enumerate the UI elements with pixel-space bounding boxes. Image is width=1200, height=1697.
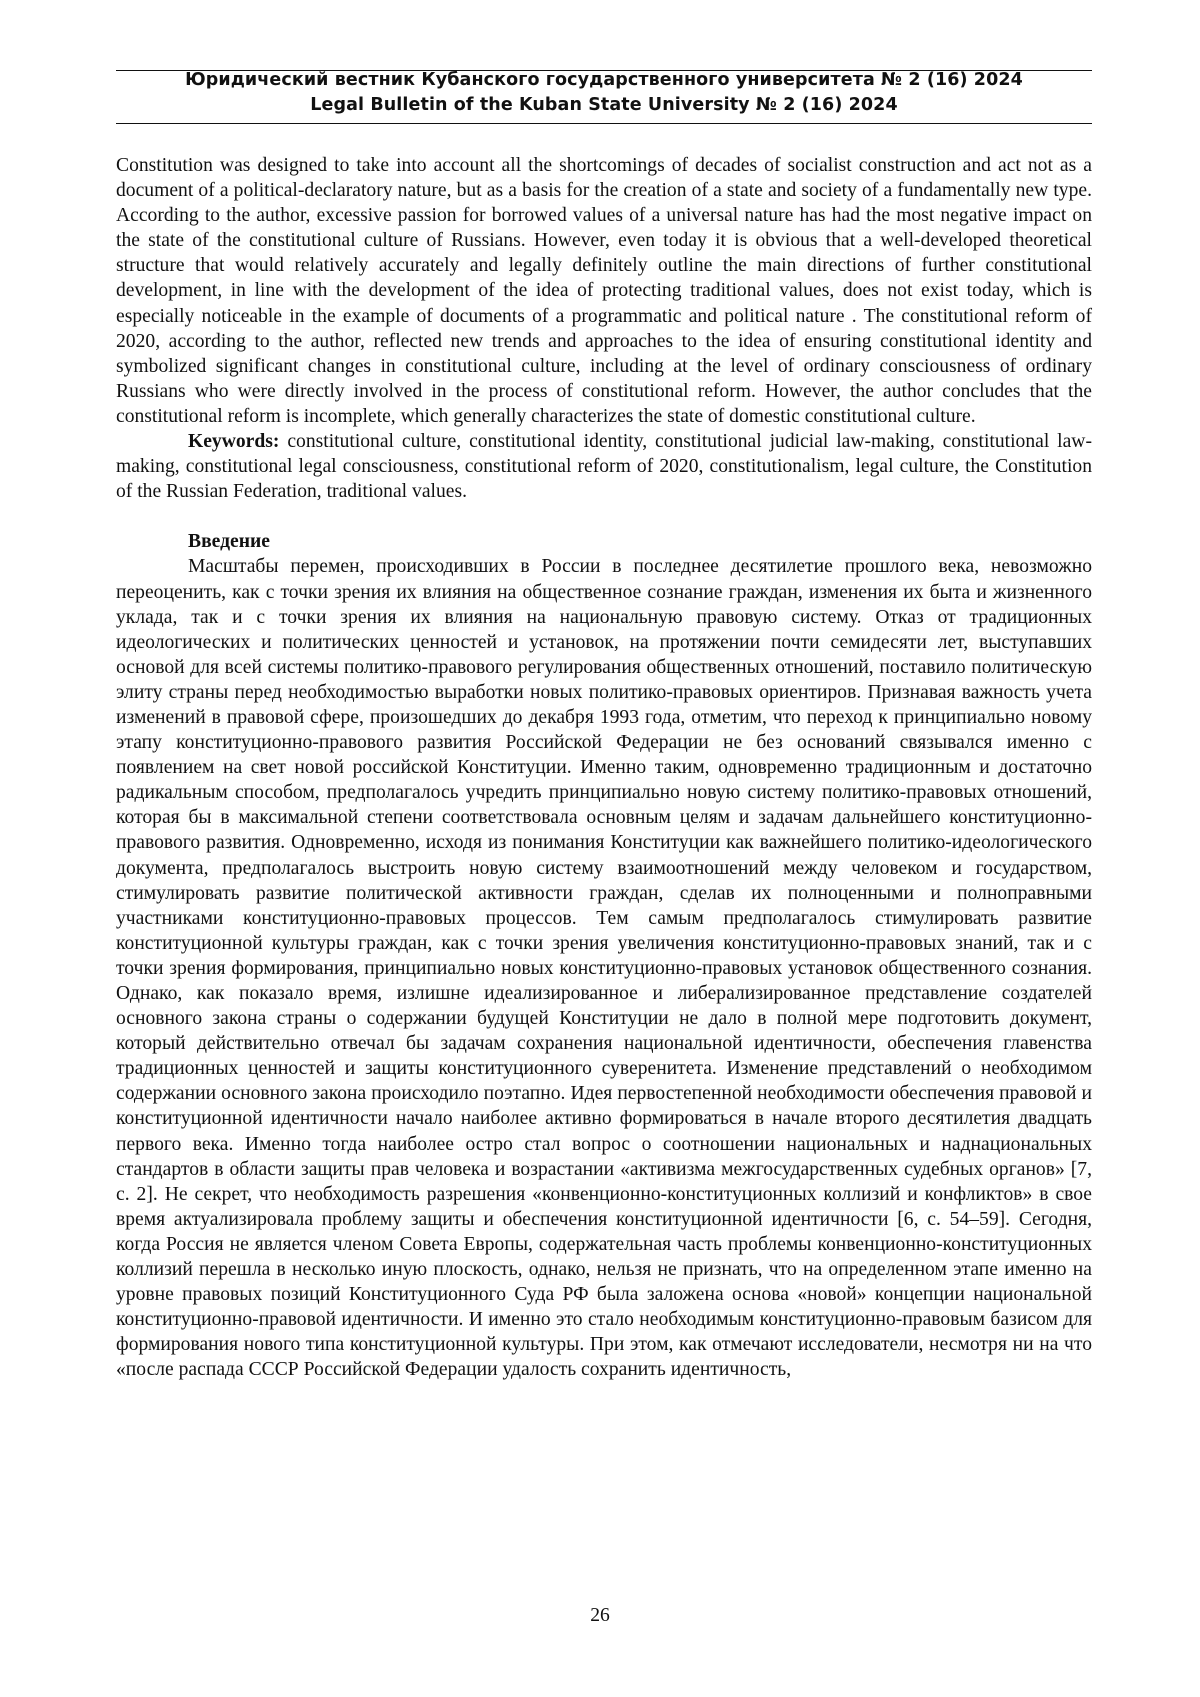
keywords-label: Keywords:	[188, 431, 280, 453]
section-heading: Введение	[188, 531, 270, 553]
header-bottom-rule	[116, 123, 1092, 124]
running-header	[116, 68, 1092, 118]
keywords-text: constitutional culture, constitutional identity, constitutional judicial law-making, constitutional law-making, constitutional legal consciousness, constitutional reform of 2020, constitutionalism, legal culture, the Constitution of the Russian Federation, traditional values.	[116, 431, 1092, 503]
abstract-continuation: Constitution was designed to take into account all the shortcomings of decades of socialist construction and act not as a document of a political-declaratory nature, but as a basis for the creation of a state and society of a fundamentally new type. According to the author, excessive passion for borrowed values of a universal nature has had the most negative impact on the state of the constitutional culture of Russians. However, even today it is obvious that a well-developed theoretical structure that would relatively accurately and legally definitely outline the main directions of further constitutional development, in line with the development of the idea of protecting traditional values, does not exist today, which is especially noticeable in the example of documents of a programmatic and political nature . The constitutional reform of 2020, according to the author, reflected new trends and approaches to the idea of ensuring constitutional identity and symbolized significant changes in constitutional culture, including at the level of ordinary consciousness of ordinary Russians who were directly involved in the process of constitutional reform. However, the author concludes that the constitutional reform is incomplete, which generally characterizes the state of domestic constitutional culture.	[116, 155, 1092, 427]
article-body	[116, 153, 1092, 1383]
header-title-ru: Юридический вестник Кубанского государственного университета № 2 (16) 2024	[185, 70, 1023, 90]
header-title-en: Legal Bulletin of the Kuban State University № 2 (16) 2024	[310, 95, 898, 115]
introduction-paragraph: Масштабы перемен, происходивших в России в последнее десятилетие прошлого века, невозможно переоценить, как с точки зрения их влияния на общественное сознание граждан, изменения их быта и жизненного уклада, так и с точки зрения их влияния на национальную правовую систему. Отказ от традиционных идеологических и политических ценностей и установок, на протяжении почти семидесяти лет, выступавших основой для всей системы политико-правового регулирования общественных отношений, поставило политическую элиту страны перед необходимостью выработки новых политико-правовых ориентиров. Признавая важность учета изменений в правовой сфере, произошедших до декабря 1993 года, отметим, что переход к принципиально новому этапу конституционно-правового развития Российской Федерации не без оснований связывался именно с появлением на свет новой российской Конституции. Именно таким, одновременно традиционным и достаточно радикальным способом, предполагалось учредить принципиально новую систему политико-правовых отношений, которая бы в максимальной степени соответствовала основным целям и задачам дальнейшего конституционно-правового развития. Одновременно, исходя из понимания Конституции как важнейшего политико-идеологического документа, предполагалось выстроить новую систему взаимоотношений между человеком и государством, стимулировать развитие политической активности граждан, сделав их полноценными и полноправными участниками конституционно-правовых процессов. Тем самым предполагалось стимулировать развитие конституционной культуры граждан, как с точки зрения увеличения конституционно-правовых знаний, так и с точки зрения формирования, принципиально новых конституционно-правовых установок общественного сознания. Однако, как показало время, излишне идеализированное и либерализированное представление создателей основного закона страны о содержании будущей Конституции не дало в полной мере подготовить документ, который действительно отвечал бы задачам сохранения национальной идентичности, обеспечения главенства традиционных ценностей и защиты конституционного суверенитета. Изменение представлений о необходимом содержании основного закона происходило поэтапно. Идея первостепенной необходимости обеспечения правовой и конституционной идентичности начало наиболее активно формироваться в начале второго десятилетия двадцать первого века. Именно тогда наиболее остро стал вопрос о соотношении национальных и наднациональных стандартов в области защиты прав человека и возрастании «активизма межгосударственных судебных органов» [7, с. 2]. Не секрет, что необходимость разрешения «конвенционно-конституционных коллизий и конфликтов» в свое время актуализировала проблему защиты и обеспечения конституционной идентичности [6, с. 54–59]. Сегодня, когда Россия не является членом Совета Европы, содержательная часть проблемы конвенционно-конституционных коллизий перешла в несколько иную плоскость, однако, нельзя не признать, что на определенном этапе именно на уровне правовых позиций Конституционного Суда РФ была заложена основа «новой» концепции национальной конституционно-правовой идентичности. И именно это стало необходимым конституционно-правовым базисом для формирования нового типа конституционной культуры. При этом, как отмечают исследователи, несмотря ни на что «после распада СССР Российской Федерации удалость сохранить идентичность,	[116, 556, 1092, 1381]
keywords-paragraph	[116, 429, 1092, 504]
page-number: 26	[590, 1605, 610, 1626]
